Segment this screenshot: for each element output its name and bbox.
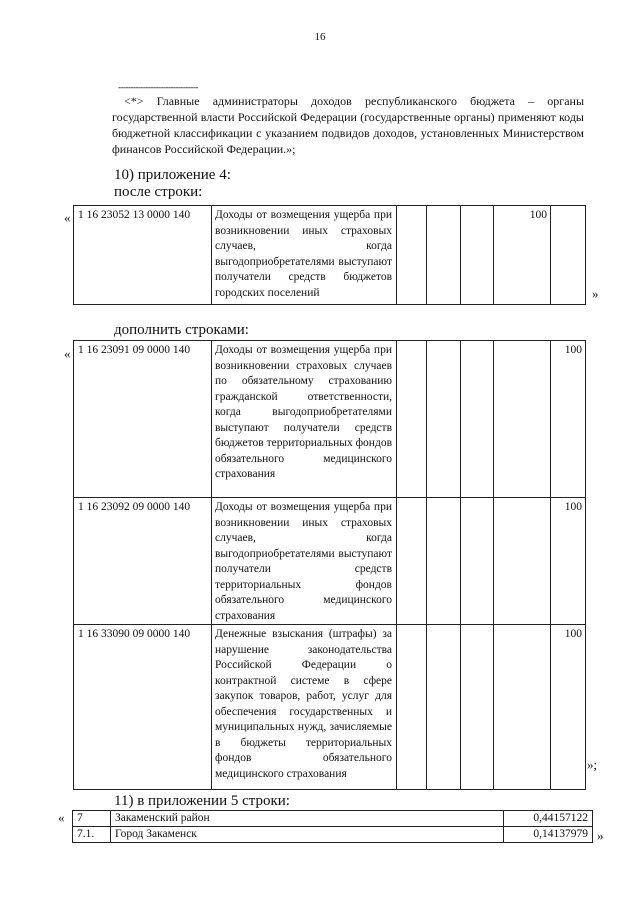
new-rows-table bbox=[73, 340, 586, 790]
empty-cell bbox=[427, 206, 461, 305]
quote-open: « bbox=[64, 210, 71, 225]
empty-cell bbox=[397, 206, 427, 305]
row-number: 7.1. bbox=[73, 827, 111, 843]
table-row bbox=[74, 206, 586, 305]
section-10-title: 10) приложение 4: bbox=[114, 167, 231, 183]
row-name: Доходы от возмещения ущерба при возникновении иных страховых случаев, когда выгодоприобретателями выступают получатели средств бюджетов городских поселений bbox=[212, 206, 397, 305]
empty-cell bbox=[494, 625, 551, 790]
after-row-label: после строки: bbox=[114, 184, 203, 200]
page-number: 16 bbox=[314, 31, 326, 43]
empty-cell bbox=[427, 498, 461, 625]
empty-cell bbox=[494, 498, 551, 625]
empty-cell bbox=[551, 206, 586, 305]
empty-cell bbox=[427, 341, 461, 498]
footnote-text: <*> Главные администраторы доходов республиканского бюджета – органы государственной власти Российской Федерации (государственные органы) применяют коды бюджетной классификации с указанием подвидов доходов, установленных Министерством финансов Российской Федерации.»; bbox=[112, 94, 584, 156]
empty-cell bbox=[397, 625, 427, 790]
row-code: 1 16 23091 09 0000 140 bbox=[74, 341, 212, 498]
quote-open: « bbox=[58, 810, 65, 825]
table-row bbox=[74, 625, 586, 790]
row-number: 7 bbox=[73, 811, 111, 827]
section-11-title: 11) в приложении 5 строки: bbox=[114, 793, 290, 809]
row-name: Денежные взыскания (штрафы) за нарушение законодательства Российской Федерации о контрактной системе в сфере закупок товаров, работ, услуг для обеспечения государственных и муниципальных нужд, зачисляемые в бюджеты территориальных фондов обязательного медицинского страхования bbox=[212, 625, 397, 790]
row-value: 100 bbox=[551, 498, 586, 625]
empty-cell bbox=[461, 498, 494, 625]
empty-cell bbox=[427, 625, 461, 790]
add-rows-label: дополнить строками: bbox=[114, 322, 249, 338]
table-row bbox=[74, 341, 586, 498]
row-name: Доходы от возмещения ущерба при возникновении иных страховых случаев, когда выгодоприобретателями выступают получатели средств территориальных фондов обязательного медицинского страхования bbox=[212, 498, 397, 625]
row-value: 100 bbox=[494, 206, 551, 305]
row-code: 1 16 33090 09 0000 140 bbox=[74, 625, 212, 790]
footnote-rule: -------------------------------- bbox=[118, 82, 198, 92]
existing-row-table bbox=[73, 205, 586, 305]
empty-cell bbox=[397, 498, 427, 625]
row-value: 0,44157122 bbox=[504, 811, 593, 827]
row-value: 0,14137979 bbox=[504, 827, 593, 843]
empty-cell bbox=[461, 341, 494, 498]
empty-cell bbox=[461, 625, 494, 790]
row-value: 100 bbox=[551, 341, 586, 498]
row-value: 100 bbox=[551, 625, 586, 790]
row-code: 1 16 23092 09 0000 140 bbox=[74, 498, 212, 625]
quote-close-semicolon: »; bbox=[587, 757, 598, 772]
quote-close: » bbox=[597, 828, 604, 843]
row-code: 1 16 23052 13 0000 140 bbox=[74, 206, 212, 305]
appendix-5-table bbox=[72, 810, 593, 843]
table-row bbox=[73, 827, 593, 843]
table-row bbox=[74, 498, 586, 625]
table-row bbox=[73, 811, 593, 827]
empty-cell bbox=[494, 341, 551, 498]
empty-cell bbox=[461, 206, 494, 305]
row-name: Город Закаменск bbox=[111, 827, 504, 843]
quote-open: « bbox=[64, 346, 71, 361]
quote-close: » bbox=[592, 286, 599, 301]
row-name: Закаменский район bbox=[111, 811, 504, 827]
empty-cell bbox=[397, 341, 427, 498]
row-name: Доходы от возмещения ущерба при возникновении страховых случаев по обязательному страхованию гражданской ответственности, когда выгодоприобретателями выступают получатели средств бюджетов территориальных фондов обязательного медицинского страхования bbox=[212, 341, 397, 498]
